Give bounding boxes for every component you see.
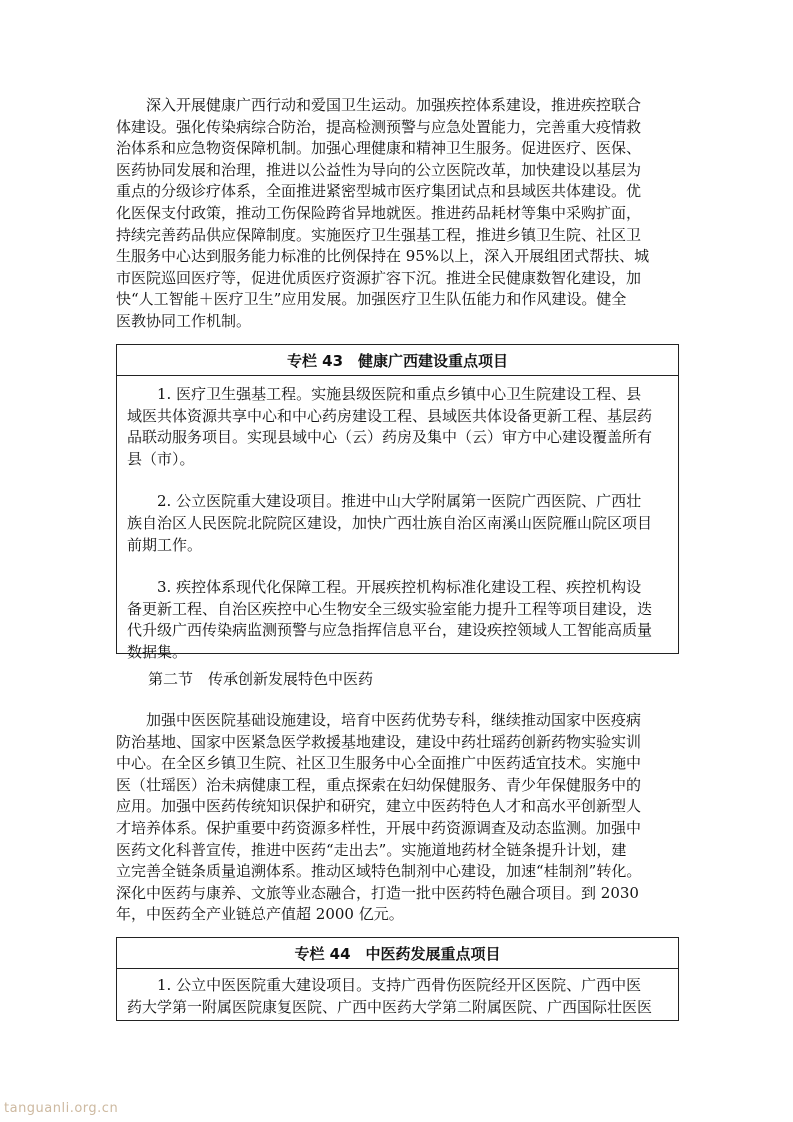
project-item (127, 384, 672, 470)
text-line: 生服务中心达到服务能力标准的比例保持在 95%以上，深入开展组团式帮扶、城 (116, 247, 650, 266)
text-line: 持续完善药品供应保障制度。实施医疗卫生强基工程，推进乡镇卫生院、社区卫 (116, 225, 642, 244)
text-line: 3. 疾控体系现代化保障工程。开展疾控机构标准化建设工程、疾控机构设 (127, 578, 642, 597)
text-line: 品联动服务项目。实现县域中心（云）药房及集中（云）审方中心建设覆盖所有 (127, 428, 653, 447)
watermark-text: tanguanli.org.cn (4, 1101, 119, 1116)
text-line: 数据集。 (127, 642, 188, 661)
text-line: 1. 医疗卫生强基工程。实施县级医院和重点乡镇中心卫生院建设工程、县 (127, 385, 642, 403)
text-line: 1. 公立中医医院重大建设项目。支持广西骨伤医院经开区医院、广西中医 (127, 976, 642, 994)
text-line: 域医共体资源共享中心和中心药房建设工程、县域医共体设备更新工程、基层药 (127, 406, 653, 425)
text-line: 重点的分级诊疗体系，全面推进紧密型城市医疗集团试点和县域医共体建设。优 (116, 182, 642, 201)
feature-box-44-body (117, 969, 678, 1024)
text-line: 才培养体系。保护重要中药资源多样性，开展中药资源调查及动态监测。加强中 (116, 818, 642, 837)
text-line: 化医保支付政策，推动工伤保险跨省异地就医。推进药品耗材等集中采购扩面， (116, 203, 642, 222)
text-line: 族自治区人民医院北院院区建设，加快广西壮族自治区南溪山医院雁山院区项目 (127, 513, 653, 532)
feature-box-44-title: 专栏 44 中医药发展重点项目 (117, 938, 678, 969)
text-line: 2. 公立医院重大建设项目。推进中山大学附属第一医院广西医院、广西壮 (127, 492, 642, 511)
text-line: 药大学第一附属医院康复医院、广西中医药大学第二附属医院、广西国际壮医医 (127, 997, 653, 1016)
text-line: 医药协同发展和治理，推进以公益性为导向的公立医院改革，加快建设以基层为 (116, 160, 642, 179)
project-item (127, 491, 672, 556)
text-line: 加强中医医院基础设施建设，培育中医药优势专科，继续推动国家中医疫病 (116, 711, 642, 729)
text-line: 应用。加强中医药传统知识保护和研究，建立中医药特色人才和高水平创新型人 (116, 797, 642, 816)
text-line: 治体系和应急物资保障机制。加强心理健康和精神卫生服务。促进医疗、医保、 (116, 139, 642, 158)
text-line: 深入开展健康广西行动和爱国卫生运动。加强疾控体系建设，推进疾控联合 (116, 96, 642, 114)
text-line: 医（壮瑶医）治未病健康工程，重点探索在妇幼保健服务、青少年保健服务中的 (116, 775, 642, 794)
project-item (127, 577, 672, 663)
feature-box-43 (116, 344, 679, 661)
project-item (127, 975, 672, 1018)
feature-box-43-title: 专栏 43 健康广西建设重点项目 (117, 345, 678, 376)
intro-paragraph (116, 95, 682, 333)
text-line: 快“人工智能＋医疗卫生”应用发展。加强医疗卫生队伍能力和作风建设。健全 (116, 290, 627, 309)
text-line: 深化中医药与康养、文旅等业态融合，打造一批中医药特色融合项目。到 2030 (116, 883, 639, 902)
text-line: 市医院巡回医疗等，促进优质医疗资源扩容下沉。推进全民健康数智化建设，加 (116, 268, 642, 287)
feature-box-44 (116, 937, 679, 1021)
tcm-paragraph (116, 710, 682, 926)
text-line: 医药文化科普宣传，推进中医药“走出去”。实施道地药材全链条提升计划，建 (116, 840, 627, 859)
text-line: 中心。在全区乡镇卫生院、社区卫生服务中心全面推广中医药适宜技术。实施中 (116, 754, 642, 773)
text-line: 县（市）。 (127, 449, 195, 468)
text-line: 体建设。强化传染病综合防治，提高检测预警与应急处置能力，完善重大疫情救 (116, 117, 642, 136)
text-line: 年，中医药全产业链总产值超 2000 亿元。 (116, 905, 404, 924)
feature-box-43-body (117, 376, 678, 670)
text-line: 防治基地、国家中医紧急医学救援基地建设，建设中药壮瑶药创新药物实验实训 (116, 732, 642, 751)
text-line: 备更新工程、自治区疾控中心生物安全三级实验室能力提升工程等项目建设，迭 (127, 599, 653, 618)
text-line: 前期工作。 (127, 535, 203, 554)
section-title: 第二节 传承创新发展特色中医药 (148, 670, 374, 688)
text-line: 代升级广西传染病监测预警与应急指挥信息平台，建设疾控领域人工智能高质量 (127, 621, 653, 640)
text-line: 医教协同工作机制。 (116, 311, 252, 330)
text-line: 立完善全链条质量追溯体系。推动区域特色制剂中心建设，加速“桂制剂”转化。 (116, 862, 642, 881)
